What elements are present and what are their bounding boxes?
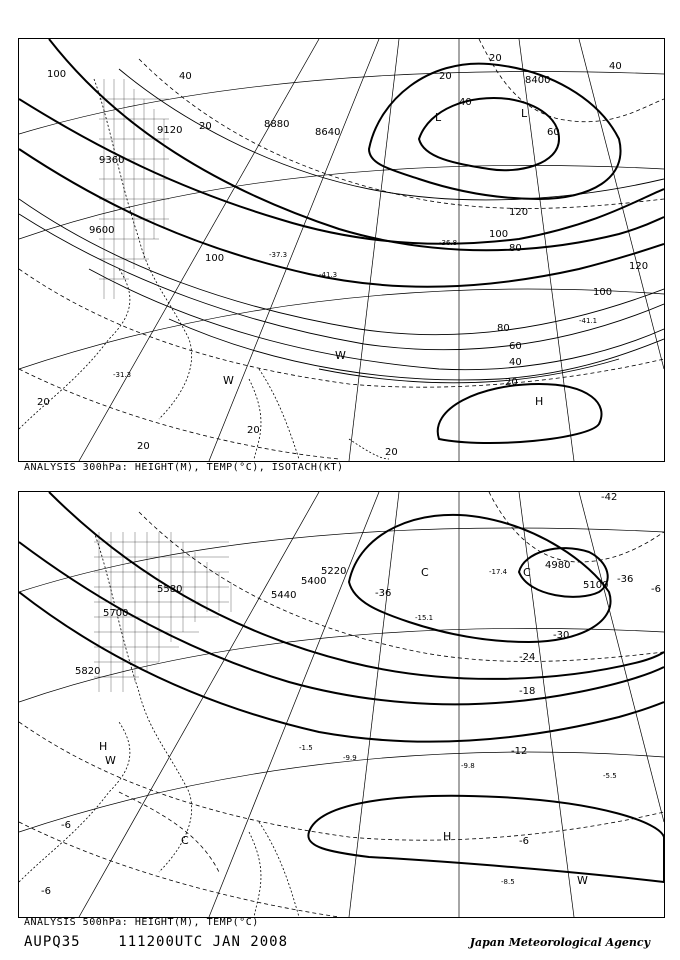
height-label: 5100	[583, 580, 609, 591]
height-label: 8400	[525, 75, 551, 86]
cold-center: C	[523, 566, 531, 579]
isotach-label: 120	[629, 261, 649, 272]
height-label: 5700	[103, 608, 129, 619]
temp-label: -9.9	[343, 754, 357, 762]
temp-label: -9.8	[461, 762, 475, 770]
isotach-label: 100	[489, 229, 509, 240]
isotach-label: 20	[247, 425, 260, 436]
temp-label: -17.4	[489, 568, 508, 576]
isotherm-label: -6	[519, 836, 529, 847]
temp-label: -41.1	[579, 317, 598, 325]
height-contours	[19, 39, 664, 443]
height-label: 9600	[89, 225, 115, 236]
temp-label: -15.1	[415, 614, 434, 622]
isotach-label: 60	[509, 341, 522, 352]
isotachs	[19, 69, 664, 383]
height-label: 5580	[157, 584, 183, 595]
temp-label: -36.8	[439, 239, 458, 247]
height-contours	[19, 492, 664, 882]
isotach-label: 20	[137, 441, 150, 452]
isotach-label: 20	[505, 377, 518, 388]
height-label: 5820	[75, 666, 101, 677]
valid-time: 111200UTC JAN 2008	[118, 934, 289, 950]
height-label: 4980	[545, 560, 571, 571]
isotherm-label: -24	[519, 652, 536, 663]
upper-labels	[37, 53, 648, 458]
isotach-label: 80	[497, 323, 510, 334]
low-center: L	[521, 107, 528, 120]
warm-center: W	[105, 754, 116, 767]
isotach-label: 60	[547, 127, 560, 138]
upper-chart-caption: ANALYSIS 300hPa: HEIGHT(M), TEMP(°C), ISOTACH(KT)	[24, 462, 344, 473]
isotach-label: 120	[509, 207, 529, 218]
graticule	[19, 39, 664, 461]
isotherm-label: -12	[511, 746, 528, 757]
height-label: 9360	[99, 155, 125, 166]
cold-center: C	[421, 566, 429, 579]
temp-label: -41.3	[319, 271, 338, 279]
isotach-label: 100	[47, 69, 67, 80]
isotach-label: 80	[509, 243, 522, 254]
lower-chart-caption: ANALYSIS 500hPa: HEIGHT(M), TEMP(°C)	[24, 917, 259, 928]
isotach-label: 40	[609, 61, 622, 72]
agency-name: Japan Meteorological Agency	[469, 936, 650, 949]
isotach-label: 20	[439, 71, 452, 82]
height-label: 8880	[264, 119, 290, 130]
footer-product-line	[24, 934, 288, 950]
warm-center: W	[577, 874, 588, 887]
height-label: 5440	[271, 590, 297, 601]
isotach-label: 20	[37, 397, 50, 408]
isotach-label: 40	[509, 357, 522, 368]
temp-label: -37.3	[269, 251, 288, 259]
isotach-label: 100	[593, 287, 613, 298]
high-center: H	[99, 740, 108, 753]
high-center: H	[443, 830, 452, 843]
height-label: 5400	[301, 576, 327, 587]
isotherm-label: -6	[61, 820, 71, 831]
isotach-label: 100	[205, 253, 225, 264]
cold-center: C	[181, 834, 189, 847]
isotach-label: 40	[179, 71, 192, 82]
isotach-label: 20	[199, 121, 212, 132]
warm-center: W	[335, 349, 346, 362]
temp-label: -1.5	[299, 744, 313, 752]
isotherm-label: -30	[553, 630, 570, 641]
isotherm-label: -36	[375, 588, 392, 599]
product-code: AUPQ35	[24, 934, 81, 950]
isotach-label: 40	[459, 97, 472, 108]
hatching	[99, 79, 169, 299]
lower-chart-svg	[19, 492, 664, 917]
isotherm-label: -6	[41, 886, 51, 897]
upper-chart-300hpa	[18, 38, 665, 462]
isotherm-label: -42	[601, 492, 618, 503]
isotach-label: 20	[385, 447, 398, 458]
temp-label: -31.3	[113, 371, 132, 379]
isotach-label: 20	[489, 53, 502, 64]
high-center: H	[535, 395, 544, 408]
temp-label: -8.5	[501, 878, 515, 886]
upper-chart-svg	[19, 39, 664, 461]
height-label: 5220	[321, 566, 347, 577]
isotherm-label: -36	[617, 574, 634, 585]
low-center: L	[435, 111, 442, 124]
warm-center: W	[223, 374, 234, 387]
isotherm-label: -6	[651, 584, 661, 595]
height-label: 8640	[315, 127, 341, 138]
temp-label: -5.5	[603, 772, 617, 780]
height-label: 9120	[157, 125, 183, 136]
lower-chart-500hpa	[18, 491, 665, 918]
isotherm-label: -18	[519, 686, 536, 697]
